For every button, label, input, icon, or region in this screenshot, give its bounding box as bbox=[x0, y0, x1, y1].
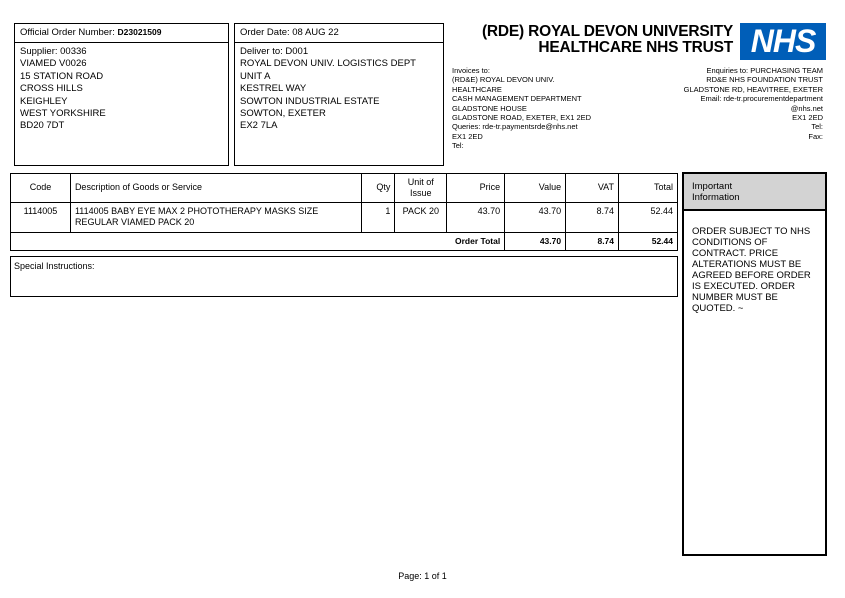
col-header-qty: Qty bbox=[362, 174, 395, 203]
invoice-line: GLADSTONE ROAD, EXETER, EX1 2ED bbox=[452, 113, 592, 123]
important-heading-line: Important bbox=[692, 181, 733, 192]
cell-description-line: 1114005 BABY EYE MAX 2 PHOTOTHERAPY MASKS SIZE bbox=[74, 206, 319, 216]
cell-price: 43.70 bbox=[447, 203, 505, 233]
cell-vat: 8.74 bbox=[566, 203, 619, 233]
cell-description bbox=[70, 203, 361, 233]
order-date-delivery-box bbox=[234, 23, 444, 166]
supplier-line: WEST YORKSHIRE bbox=[20, 108, 106, 120]
enquiry-line: Tel: bbox=[811, 122, 823, 132]
page-number: Page: 1 of 1 bbox=[398, 571, 447, 581]
order-number-label: Official Order Number: bbox=[20, 27, 115, 38]
cell-unit: PACK 20 bbox=[395, 203, 447, 233]
supplier-line: 15 STATION ROAD bbox=[20, 70, 104, 82]
important-information-panel bbox=[682, 172, 827, 556]
invoice-address bbox=[452, 66, 642, 151]
deliver-line: ROYAL DEVON UNIV. LOGISTICS DEPT bbox=[240, 58, 416, 70]
col-header-code: Code bbox=[11, 174, 71, 203]
deliver-line: EX2 7LA bbox=[240, 120, 278, 132]
deliver-line: SOWTON, EXETER bbox=[240, 108, 326, 120]
important-body: ORDER SUBJECT TO NHS CONDITIONS OF CONTRACT. PRICE ALTERATIONS MUST BE AGREED BEFORE ORDER IS EXECUTED. ORDER NUMBER MUST BE QUOTED. ~ bbox=[692, 226, 811, 314]
col-header-unit-line: Issue bbox=[410, 188, 432, 198]
deliver-line: UNIT A bbox=[240, 70, 271, 82]
enquiry-line: Fax: bbox=[808, 131, 823, 141]
important-heading bbox=[684, 174, 825, 211]
order-total-label: Order Total bbox=[11, 232, 505, 250]
invoice-line: Queries: rde-tr.paymentsrde@nhs.net bbox=[452, 122, 578, 132]
col-header-unit bbox=[395, 174, 447, 203]
deliver-line: Deliver to: D001 bbox=[240, 46, 309, 57]
cell-total: 52.44 bbox=[619, 203, 678, 233]
invoice-line: HEALTHCARE bbox=[452, 84, 502, 94]
supplier-line: CROSS HILLS bbox=[20, 83, 83, 95]
trust-name bbox=[450, 24, 733, 56]
supplier-line: VIAMED V0026 bbox=[20, 58, 87, 70]
col-header-description: Description of Goods or Service bbox=[70, 174, 361, 203]
special-instructions-box bbox=[10, 256, 678, 297]
enquiry-line: @nhs.net bbox=[790, 103, 823, 113]
col-header-value: Value bbox=[505, 174, 566, 203]
supplier-line: KEIGHLEY bbox=[20, 95, 68, 107]
supplier-address bbox=[15, 43, 228, 136]
cell-code: 1114005 bbox=[11, 203, 71, 233]
delivery-address bbox=[235, 43, 443, 136]
important-heading-line: Information bbox=[692, 192, 740, 203]
table-row bbox=[11, 203, 678, 233]
invoice-line: (RD&E) ROYAL DEVON UNIV. bbox=[452, 75, 555, 85]
order-total-vat: 8.74 bbox=[566, 232, 619, 250]
trust-name-line: (RDE) ROYAL DEVON UNIVERSITY bbox=[481, 23, 733, 40]
enquiry-line: Email: rde-tr.procurementdepartment bbox=[700, 94, 823, 104]
cell-qty: 1 bbox=[362, 203, 395, 233]
cell-value: 43.70 bbox=[505, 203, 566, 233]
col-header-unit-line: Unit of bbox=[407, 176, 434, 187]
order-total-value: 43.70 bbox=[505, 232, 566, 250]
order-number-row bbox=[15, 24, 228, 43]
invoice-line: Tel: bbox=[452, 141, 464, 151]
order-items-table bbox=[10, 173, 678, 251]
order-date: Order Date: 08 AUG 22 bbox=[235, 24, 443, 43]
special-instructions-label: Special Instructions: bbox=[14, 261, 95, 271]
trust-name-line: HEALTHCARE NHS TRUST bbox=[538, 39, 733, 56]
table-header-row bbox=[11, 174, 678, 203]
col-header-price: Price bbox=[447, 174, 505, 203]
deliver-line: KESTREL WAY bbox=[240, 83, 307, 95]
invoice-line: EX1 2ED bbox=[452, 131, 483, 141]
col-header-total: Total bbox=[619, 174, 678, 203]
nhs-logo: NHS bbox=[740, 23, 826, 60]
invoice-line: CASH MANAGEMENT DEPARTMENT bbox=[452, 94, 582, 104]
deliver-line: SOWTON INDUSTRIAL ESTATE bbox=[240, 95, 380, 107]
order-number-value: D23021509 bbox=[117, 27, 162, 37]
order-total-row bbox=[11, 232, 678, 250]
enquiry-line: Enquiries to: PURCHASING TEAM bbox=[706, 66, 823, 75]
col-header-vat: VAT bbox=[566, 174, 619, 203]
enquiries-address bbox=[630, 66, 823, 141]
enquiry-line: EX1 2ED bbox=[792, 113, 823, 123]
order-total-total: 52.44 bbox=[619, 232, 678, 250]
invoice-line: Invoices to: bbox=[452, 66, 490, 75]
supplier-line: Supplier: 00336 bbox=[20, 46, 87, 57]
enquiry-line: GLADSTONE RD, HEAVITREE, EXETER bbox=[683, 84, 823, 94]
cell-description-line: REGULAR VIAMED PACK 20 bbox=[74, 217, 195, 228]
enquiry-line: RD&E NHS FOUNDATION TRUST bbox=[706, 75, 823, 85]
order-supplier-box bbox=[14, 23, 229, 166]
supplier-line: BD20 7DT bbox=[20, 120, 65, 132]
invoice-line: GLADSTONE HOUSE bbox=[452, 103, 527, 113]
